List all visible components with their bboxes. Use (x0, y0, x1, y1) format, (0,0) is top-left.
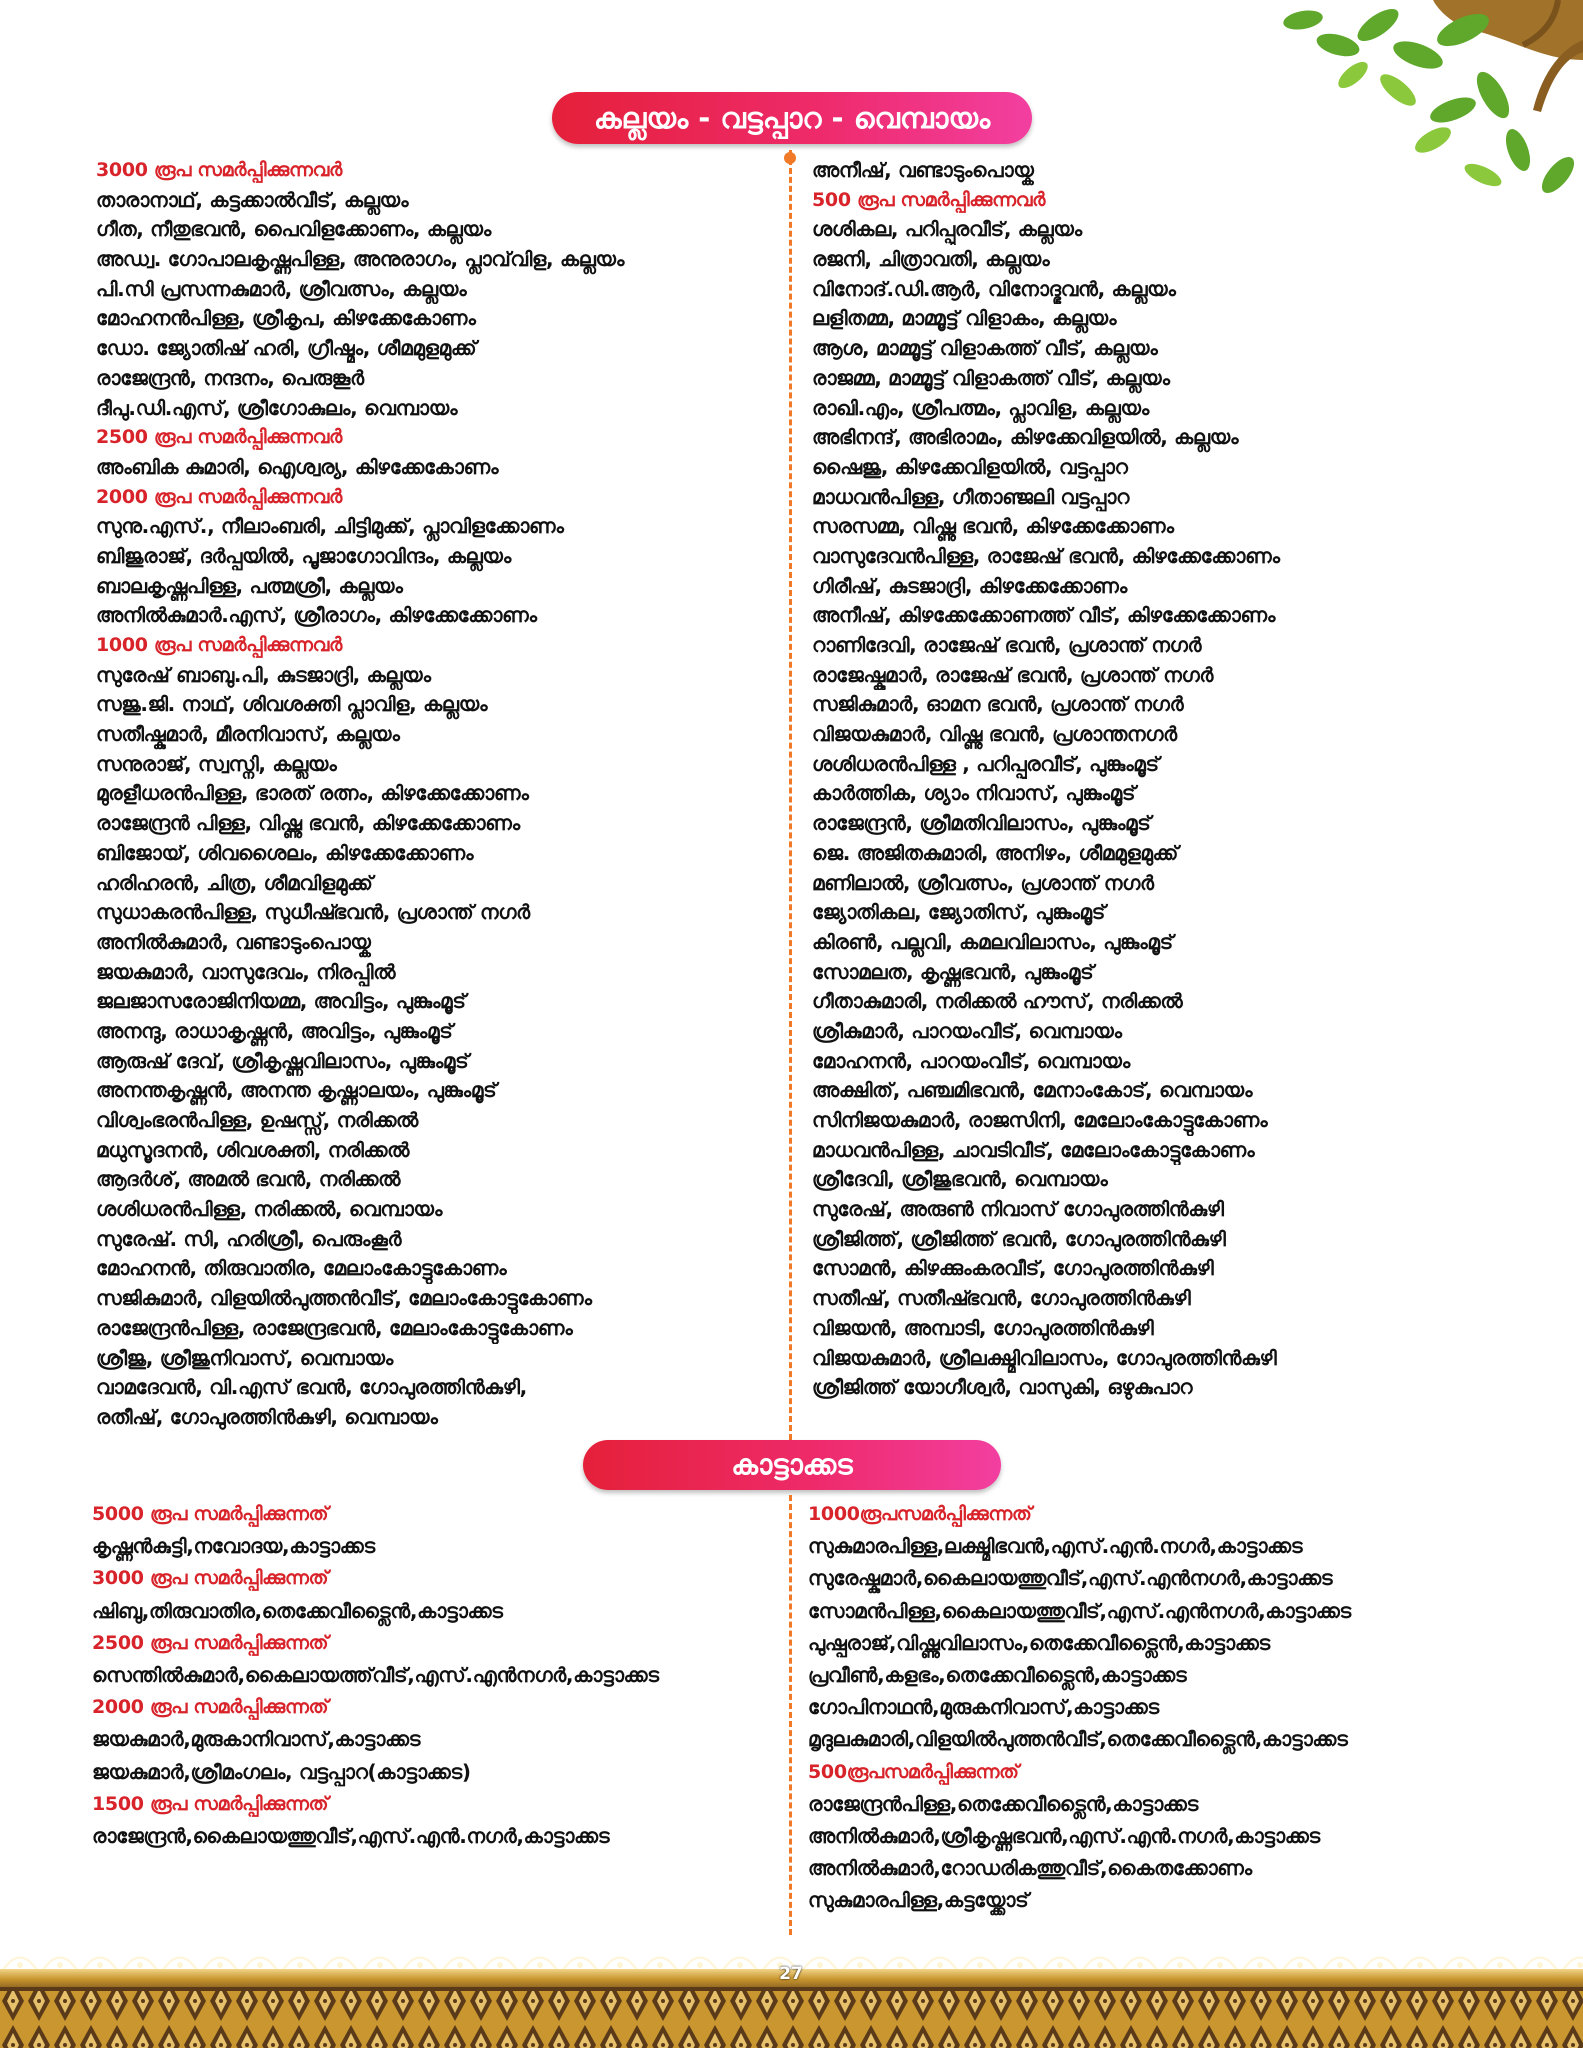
donor-entry: രാജമ്മ, മാമ്മൂട്ട് വിളാകത്ത് വീട്, കല്ലയം (812, 365, 1170, 390)
donor-entry: സുരേഷ്, അരുൺ നിവാസ് ഗോപുരത്തിൻകുഴി (812, 1197, 1224, 1222)
kattakada-left-column (92, 1498, 792, 1852)
amount-heading: 2500 രൂപ സമർപ്പിക്കുന്നത് (92, 1631, 329, 1654)
amount-heading: 500 രൂപ സമർപ്പിക്കുന്നവർ (812, 188, 1046, 211)
amount-heading: 5000 രൂപ സമർപ്പിക്കുന്നത് (92, 1503, 329, 1525)
donor-entry: ശ്രീജിത്ത്, ശ്രീജിത്ത് ഭവൻ, ഗോപുരത്തിൻകുഴി (812, 1226, 1226, 1251)
donor-entry: അനന്തകൃഷ്ണൻ, അനന്ത കൃഷ്ണാലയം, പുങ്കുംമൂട് (96, 1078, 497, 1103)
donor-entry: സുകുമാരപിള്ള,ലക്ഷ്മിഭവൻ,എസ്.എൻ.നഗർ,കാട്ടാക്കട (808, 1534, 1303, 1559)
amount-heading: 3000 രൂപ സമർപ്പിക്കുന്നത് (92, 1567, 329, 1590)
donor-entry: സുധാകരൻപിള്ള, സുധീഷ്ഭവൻ, പ്രശാന്ത് നഗർ (96, 900, 530, 925)
amount-heading: 1000 രൂപ സമർപ്പിക്കുന്നവർ (96, 634, 343, 656)
amount-heading: 3000 രൂപ സമർപ്പിക്കുന്നവർ (96, 159, 343, 181)
donor-entry: പുഷ്പരാജ്,വിഷ്ണുവിലാസം,തെക്കേവീട്ലൈൻ,കാട്ടാക്കട (808, 1630, 1270, 1655)
donor-entry: മാധവൻപിള്ള, ഗീതാഞ്ജലി വട്ടപ്പാറ (812, 484, 1130, 509)
donor-entry: രാജേന്ദ്രൻ, നന്ദനം, പെരുങ്കൂർ (96, 365, 364, 390)
amount-heading: 1500 രൂപ സമർപ്പിക്കുന്നത് (92, 1792, 329, 1815)
donor-entry: രാജേന്ദ്രൻപിള്ള,തെക്കേവീട്ലൈൻ,കാട്ടാക്കട (808, 1791, 1198, 1816)
donor-entry: അനിൽകുമാർ,ശ്രീകൃഷ്ണഭവൻ,എസ്.എൻ.നഗർ,കാട്ടാക്കട (808, 1823, 1320, 1848)
donor-entry: സരസമ്മ, വിഷ്ണു ഭവൻ, കിഴക്കേക്കോണം (812, 514, 1174, 539)
donor-entry: രാജേന്ദ്രൻ പിള്ള, വിഷ്ണു ഭവൻ, കിഴക്കേക്കോണം (96, 811, 520, 836)
donor-entry: ആശ, മാമ്മൂട്ട് വിളാകത്ത് വീട്, കല്ലയം (812, 336, 1158, 361)
donor-entry: സുരേഷ്കുമാർ,കൈലായത്തുവീട്,എസ്.എൻനഗർ,കാട്ടാക്കട (808, 1566, 1333, 1591)
donor-entry: വാസുദേവൻപിള്ള, രാജേഷ് ഭവൻ, കിഴക്കേക്കോണം (812, 543, 1280, 568)
donor-entry: ശശികല, പറിപ്പുരവീട്, കല്ലയം (812, 217, 1082, 242)
kallayam-right-column (812, 156, 1512, 1403)
donor-entry: രാഖി.എം, ശ്രീപത്മം, പ്ലാവിള, കല്ലയം (812, 395, 1149, 420)
donor-entry: ആദർശ്, അമൽ ഭവൻ, നരിക്കൽ (96, 1167, 401, 1192)
donor-entry: ഷൈജു, കിഴക്കേവിളയിൽ, വട്ടപ്പാറ (812, 454, 1128, 479)
donor-entry: താരാനാഥ്, കട്ടക്കാൽവീട്, കല്ലയം (96, 187, 409, 212)
donor-entry: സോമലത, കൃഷ്ണഭവൻ, പുങ്കുംമൂട് (812, 959, 1094, 984)
donor-entry: ദീപു.ഡി.എസ്, ശ്രീഗോകുലം, വെമ്പായം (96, 395, 458, 420)
donor-entry: സോമൻ, കിഴക്കുംകരവീട്, ഗോപുരത്തിൻകുഴി (812, 1256, 1214, 1281)
donor-entry: വിജയകുമാർ, വിഷ്ണു ഭവൻ, പ്രശാന്തനഗർ (812, 722, 1177, 747)
donor-entry: കിരൺ, പല്ലവി, കമലവിലാസം, പുങ്കുംമൂട് (812, 929, 1173, 954)
donor-entry: റാണിദേവി, രാജേഷ് ഭവൻ, പ്രശാന്ത് നഗർ (812, 633, 1202, 657)
donor-entry: കാർത്തിക, ശ്യാം നിവാസ്, പുങ്കുംമൂട് (812, 781, 1136, 806)
donor-entry: ശ്രീകുമാർ, പാറയംവീട്, വെമ്പായം (812, 1018, 1122, 1043)
donor-entry: ആരുഷ് ദേവ്, ശ്രീകൃഷ്ണവിലാസം, പുങ്കുംമൂട് (96, 1048, 469, 1073)
section-title-kattakada: കാട്ടാക്കട (583, 1440, 1001, 1490)
donor-entry: മുരളീധരൻപിള്ള, ഭാരത് രത്നം, കിഴക്കേക്കോണം (96, 781, 529, 806)
kattakada-right-column (808, 1498, 1508, 1916)
donor-entry: പി.സി പ്രസന്നകുമാർ, ശ്രീവത്സം, കല്ലയം (96, 276, 467, 301)
donor-entry: മധുസൂദനൻ, ശിവശക്തി, നരിക്കൽ (96, 1137, 410, 1162)
amount-heading: 1000രൂപസമർപ്പിക്കുന്നത് (808, 1503, 1032, 1525)
donor-entry: ബിജുരാജ്, ദർപ്പയിൽ, പൂജാഗോവിന്ദം, കല്ലയം (96, 543, 511, 568)
donor-entry: സിനിജയകുമാർ, രാജസിനി, മേലോംകോട്ടുകോണം (812, 1108, 1268, 1132)
donor-entry: അഡ്വ. ഗോപാലകൃഷ്ണപിള്ള, അനുരാഗം, പ്ലാവ്‌വിള, കല്ലയം (96, 247, 625, 272)
donor-entry: വിജയകുമാർ, ശ്രീലക്ഷ്മിവിലാസം, ഗോപുരത്തിൻകുഴി (812, 1345, 1277, 1370)
donor-entry: ശ്രീജു, ശ്രീജുനിവാസ്, വെമ്പായം (96, 1345, 393, 1370)
donor-entry: ഗീത, നീതുഭവൻ, പൈവിളക്കോണം, കല്ലയം (96, 217, 491, 242)
donor-entry: ഡോ. ജ്യോതിഷ് ഹരി, ഗ്രീഷ്മം, ശീമമുളമുക്ക് (96, 336, 477, 361)
donor-entry: ഗീതാകുമാരി, നരിക്കൽ ഹൗസ്, നരിക്കൽ (812, 989, 1183, 1014)
donor-entry: സോമൻപിള്ള,കൈലായത്തുവീട്,എസ്.എൻനഗർ,കാട്ടാക്കട (808, 1598, 1351, 1623)
donor-entry: ബാലകൃഷ്ണപിള്ള, പത്മശ്രീ, കല്ലയം (96, 573, 403, 598)
donor-entry: ശശിധരൻപിള്ള , പറിപ്പുരവീട്, പുങ്കുംമൂട് (812, 751, 1159, 776)
donor-entry: കൃഷ്ണൻകുട്ടി,നവോദയ,കാട്ടാക്കട (92, 1534, 375, 1559)
donor-entry: ശ്രീദേവി, ശ്രീജുഭവൻ, വെമ്പായം (812, 1167, 1108, 1192)
donor-entry: ശശിധരൻപിള്ള, നരിക്കൽ, വെമ്പായം (96, 1197, 443, 1222)
amount-heading: 2000 രൂപ സമർപ്പിക്കുന്നത് (92, 1696, 329, 1719)
donor-entry: അനീഷ്, വണ്ടാടുംപൊയ്ക (812, 158, 1034, 182)
donor-entry: ജ്യോതികല, ജ്യോതിസ്, പുങ്കുംമൂട് (812, 900, 1106, 925)
donor-entry: അനിൽകുമാർ.എസ്, ശ്രീരാഗം, കിഴക്കേക്കോണം (96, 603, 537, 628)
donor-entry: ശ്രീജിത്ത് യോഗീശ്വർ, വാസുകി, ഒഴുകുപാറ (812, 1375, 1193, 1400)
donor-entry: സജികുമാർ, ഓമന ഭവൻ, പ്രശാന്ത് നഗർ (812, 692, 1184, 717)
donor-entry: സജികുമാർ, വിളയിൽപുത്തൻവീട്, മേലാംകോട്ടുകോണം (96, 1286, 592, 1311)
donor-entry: ഗിരീഷ്, കുടജാദ്രി, കിഴക്കേക്കോണം (812, 573, 1127, 598)
donor-entry: ജെ. അജിതകുമാരി, അനിഴം, ശീമമുളമുക്ക് (812, 840, 1179, 865)
donor-entry: മോഹനൻപിള്ള, ശ്രീകൃപ, കിഴക്കേകോണം (96, 306, 476, 331)
donor-entry: അനിൽകുമാർ,റോഡരികത്തുവീട്,കൈതക്കോണം (808, 1856, 1252, 1881)
donor-entry: സുരേഷ്. സി, ഹരിശ്രീ, പെരുംകൂർ (96, 1226, 402, 1251)
donor-entry: ബിജോയ്, ശിവശൈലം, കിഴക്കേക്കോണം (96, 840, 474, 865)
donor-entry: ഗോപിനാഥൻ,മുരുകനിവാസ്,കാട്ടാക്കട (808, 1695, 1159, 1720)
donor-entry: അനന്ദു, രാധാകൃഷ്ണൻ, അവിട്ടം, പുങ്കുംമൂട് (96, 1018, 453, 1043)
donor-entry: രജനി, ചിത്രാവതി, കല്ലയം (812, 247, 1050, 272)
donor-entry: ഹരിഹരൻ, ചിത്ര, ശീമവിളമുക്ക് (96, 870, 373, 895)
donor-entry: മാധവൻപിള്ള, ചാവടിവീട്, മേലോംകോട്ടുകോണം (812, 1137, 1255, 1162)
donor-entry: ലളിതമ്മ, മാമ്മൂട്ട് വിളാകം, കല്ലയം (812, 306, 1117, 331)
donor-entry: വാമദേവൻ, വി.എസ് ഭവൻ, ഗോപുരത്തിൻകുഴി, (96, 1375, 527, 1400)
donor-entry: ജലജാസരോജിനിയമ്മ, അവിട്ടം, പുങ്കുംമൂട് (96, 989, 466, 1014)
donor-entry: സതീഷ്കുമാർ, മീരനിവാസ്, കല്ലയം (96, 722, 400, 747)
donor-entry: അംബിക കുമാരി, ഐശ്വര്യ, കിഴക്കേകോണം (96, 454, 499, 479)
amount-heading: 2500 രൂപ സമർപ്പിക്കുന്നവർ (96, 426, 343, 449)
donor-entry: അനിൽകുമാർ, വണ്ടാടുംപൊയ്ക (96, 929, 371, 954)
amount-heading: 500രൂപസമർപ്പിക്കുന്നത് (808, 1760, 1019, 1783)
donor-entry: ജയകുമാർ,ശ്രീമംഗലം, വട്ടപ്പാറ(കാട്ടാക്കട) (92, 1759, 471, 1784)
page-number: 27 (779, 1964, 803, 1984)
donor-entry: മോഹനൻ, തിരുവാതിര, മേലാംകോട്ടുകോണം (96, 1256, 507, 1281)
donor-entry: പ്രവീൺ,കളഭം,തെക്കേവീട്ലൈൻ,കാട്ടാക്കട (808, 1662, 1187, 1687)
donor-entry: അനീഷ്, കിഴക്കേക്കോണത്ത് വീട്, കിഴക്കേക്കോണം (812, 603, 1276, 628)
donor-entry: വിനോദ്.ഡി.ആർ, വിനോദ്ഭവൻ, കല്ലയം (812, 276, 1176, 301)
donor-entry: സെന്തിൽകുമാർ,കൈലായത്ത്‌വീട്,എസ്.എൻനഗർ,കാട്ടാക്കട (92, 1662, 659, 1687)
donor-entry: മണിലാൽ, ശ്രീവത്സം, പ്രശാന്ത് നഗർ (812, 870, 1154, 895)
footer-ornament (0, 1935, 1583, 2048)
donor-entry: മോഹനൻ, പാറയംവീട്, വെമ്പായം (812, 1048, 1130, 1073)
donor-entry: രാജേന്ദ്രൻ, ശ്രീമതിവിലാസം, പുങ്കുംമൂട് (812, 811, 1151, 836)
amount-heading: 2000 രൂപ സമർപ്പിക്കുന്നവർ (96, 485, 343, 508)
donor-entry: രാജേന്ദ്രൻപിള്ള, രാജേന്ദ്രഭവൻ, മേലാംകോട്ടുകോണം (96, 1315, 573, 1340)
donor-entry: ജയകുമാർ,മുരുകാനിവാസ്,കാട്ടാക്കട (92, 1727, 421, 1752)
donor-entry: സുരേഷ് ബാബു.പി, കുടജാദ്രി, കല്ലയം (96, 662, 431, 687)
donor-entry: സനുരാജ്, സ്വസ്നി, കല്ലയം (96, 751, 337, 776)
donor-entry: അക്ഷിത്, പഞ്ചമിഭവൻ, മേനാംകോട്, വെമ്പായം (812, 1078, 1253, 1103)
donor-entry: ഷിബു,തിരുവാതിര,തെക്കേവീട്ലൈൻ,കാട്ടാക്കട (92, 1598, 503, 1623)
donor-entry: സതീഷ്, സതീഷ്ഭവൻ, ഗോപുരത്തിൻകുഴി (812, 1286, 1191, 1311)
donor-entry: വിജയൻ, അമ്പാടി, ഗോപുരത്തിൻകുഴി (812, 1315, 1154, 1340)
donor-entry: രതീഷ്, ഗോപുരത്തിൻകുഴി, വെമ്പായം (96, 1404, 438, 1429)
kallayam-left-column (96, 156, 796, 1433)
donor-entry: രാജേഷ്കുമാർ, രാജേഷ് ഭവൻ, പ്രശാന്ത് നഗർ (812, 662, 1214, 687)
donor-entry: സജു.ജി. നാഥ്, ശിവശക്തി പ്ലാവിള, കല്ലയം (96, 692, 488, 717)
donor-entry: സുകുമാരപിള്ള,കട്ടയ്ക്കോട് (808, 1888, 1029, 1913)
donor-entry: ജയകുമാർ, വാസുദേവം, നിരപ്പിൽ (96, 959, 396, 984)
donor-entry: രാജേന്ദ്രൻ,കൈലായത്തുവീട്,എസ്.എൻ.നഗർ,കാട്ടാക്കട (92, 1823, 610, 1848)
section-title-kallayam: കല്ലയം - വട്ടപ്പാറ - വെമ്പായം (552, 92, 1032, 144)
donor-entry: മൃദുലകുമാരി,വിളയിൽപുത്തൻവീട്,തെക്കേവീട്ലൈൻ,കാട്ടാക്കട (808, 1727, 1348, 1752)
donor-entry: വിശ്വംഭരൻപിള്ള, ഉഷസ്സ്, നരിക്കൽ (96, 1108, 419, 1132)
donor-entry: അഭിനന്ദ്, അഭിരാമം, കിഴക്കേവിളയിൽ, കല്ലയം (812, 425, 1239, 450)
donor-entry: സുനു.എസ്., നീലാംബരി, ചിട്ടിമുക്ക്, പ്ലാവിളക്കോണം (96, 514, 564, 539)
